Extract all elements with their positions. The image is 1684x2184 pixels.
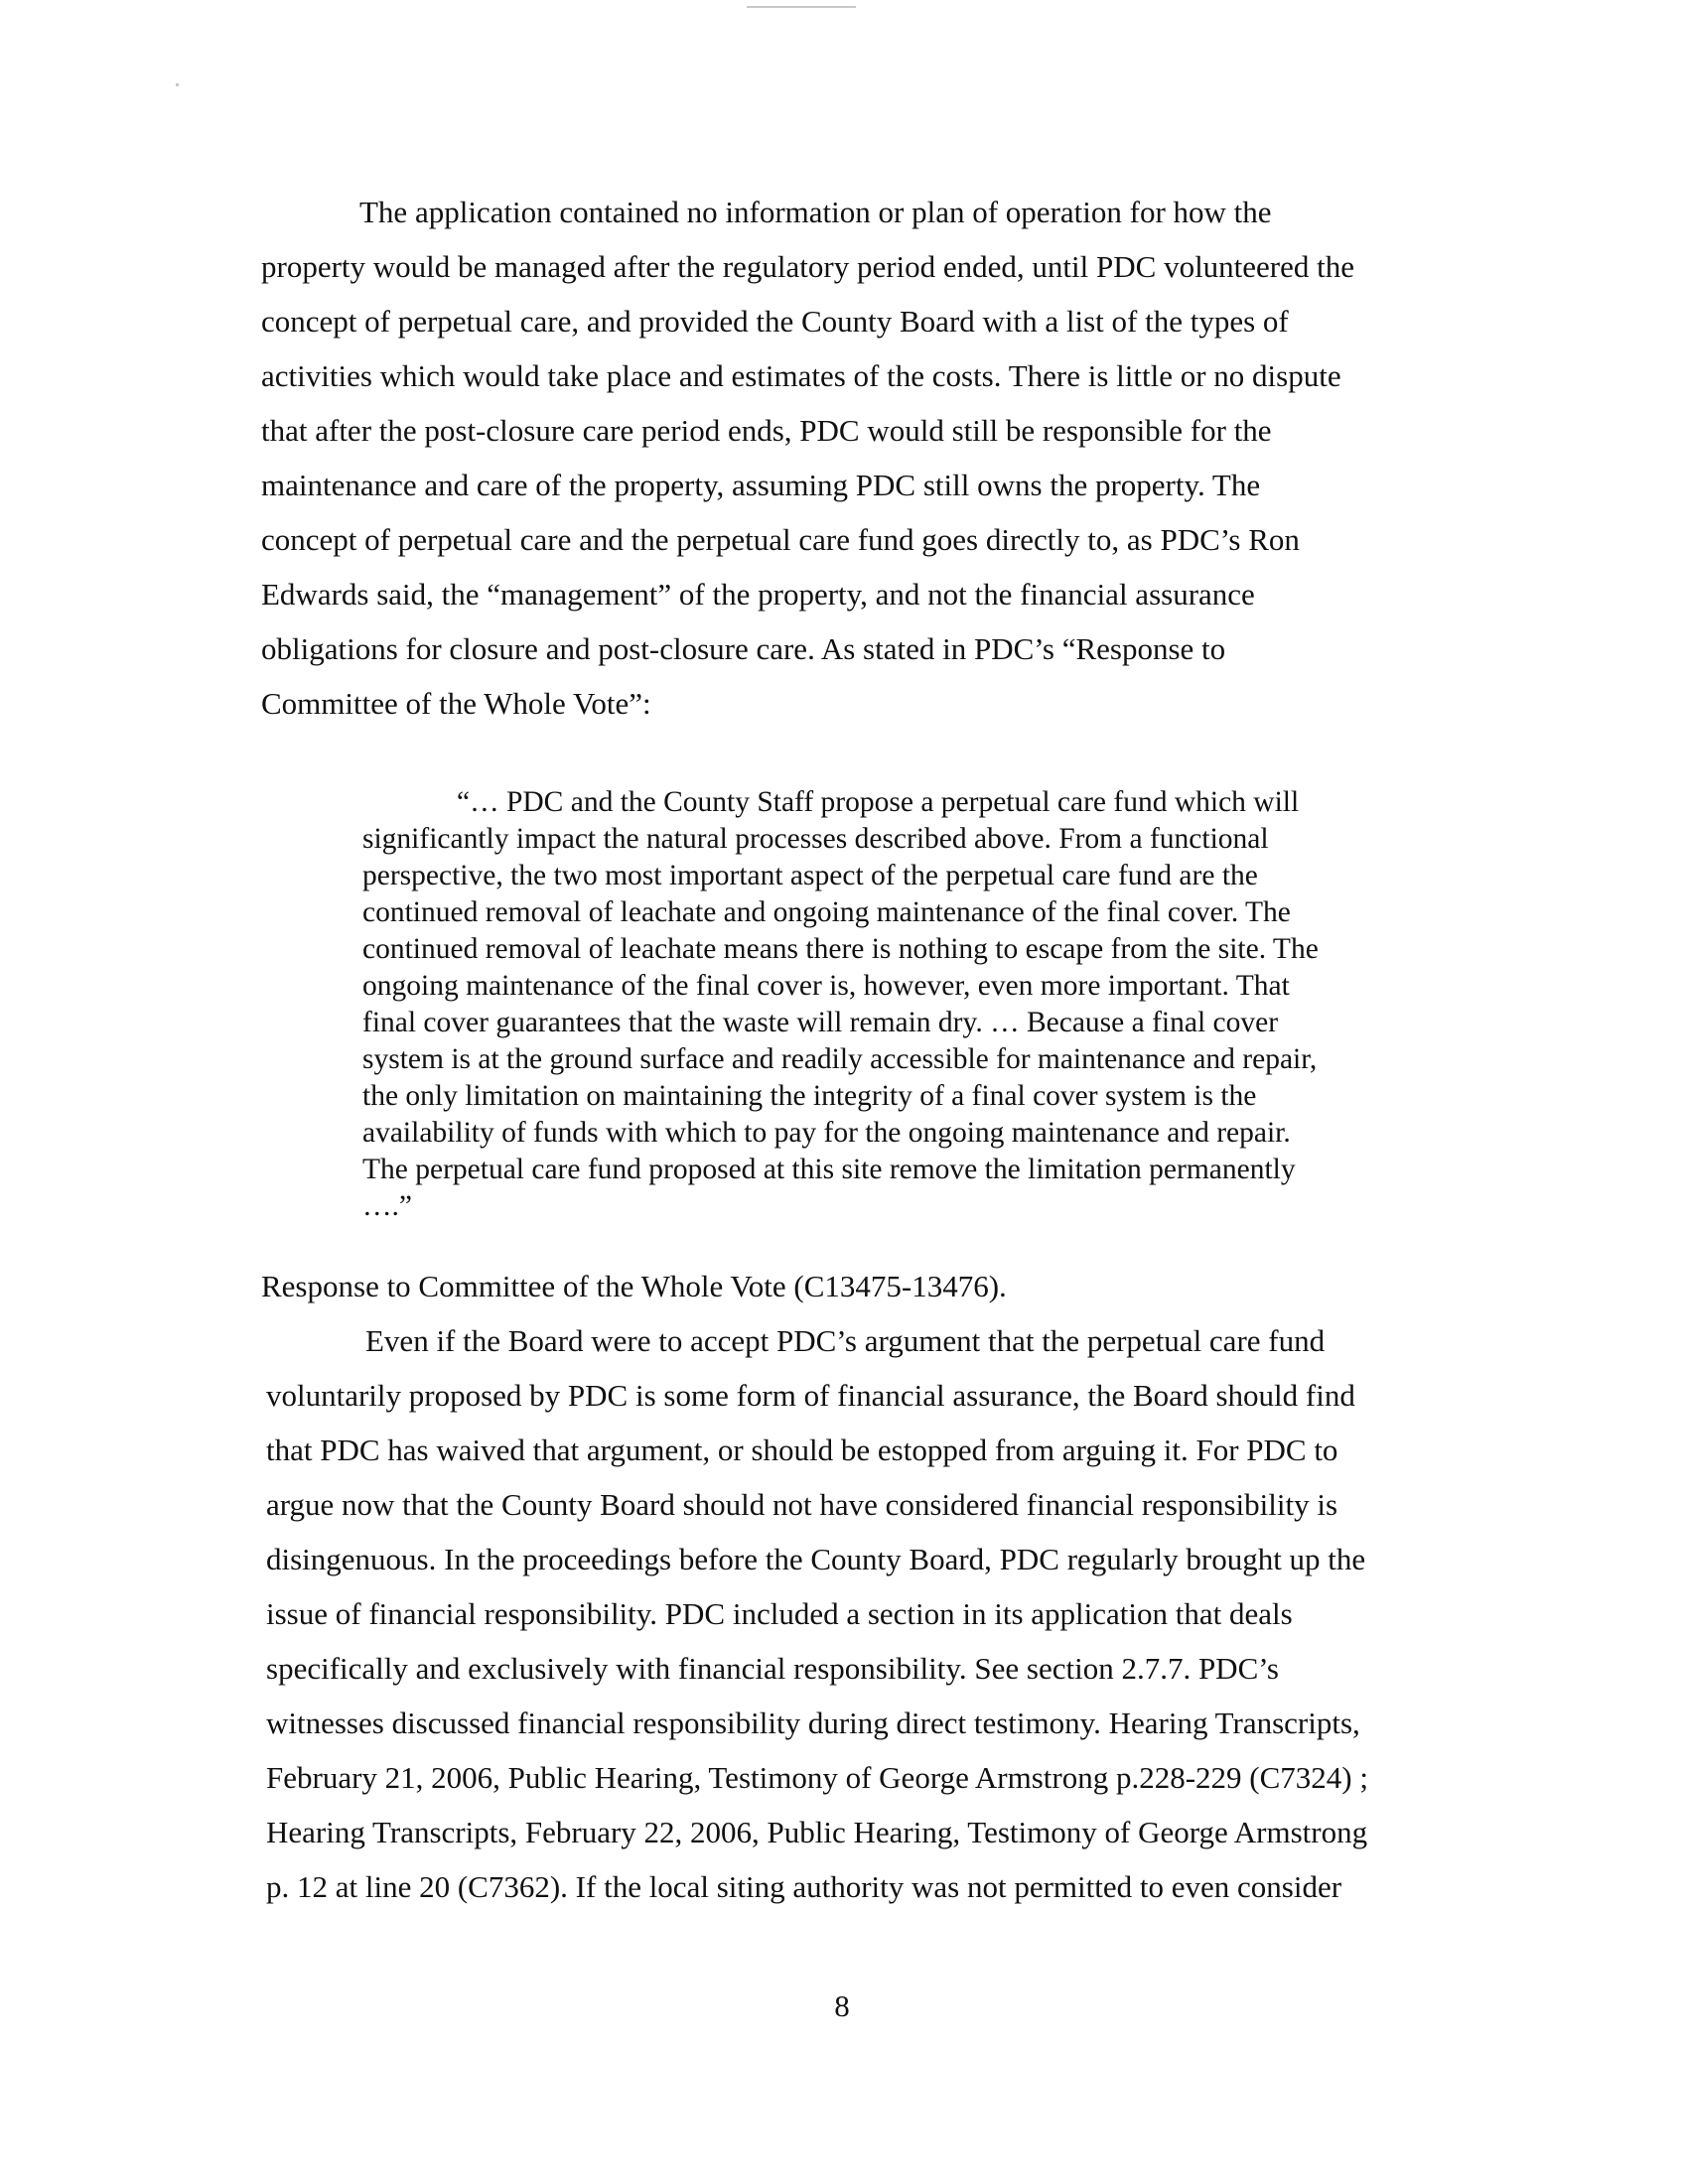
scan-artifact-left [176, 83, 179, 86]
paragraph-line: concept of perpetual care, and provided the County Board with a list of the types of [261, 304, 1289, 339]
paragraph-line: Even if the Board were to accept PDC’s argument that the perpetual care fund [365, 1323, 1326, 1358]
paragraph-line: issue of financial responsibility. PDC included a section in its application that deals [266, 1596, 1293, 1631]
paragraph-line: that after the post-closure care period ends, PDC would still be responsible for the [261, 413, 1272, 448]
paragraph-line: obligations for closure and post-closure care. As stated in PDC’s “Response to [261, 631, 1226, 666]
paragraph-line: February 21, 2006, Public Hearing, Testimony of George Armstrong p.228-229 (C7324) ; [266, 1760, 1368, 1795]
quote-line: availability of funds with which to pay for the ongoing maintenance and repair. [362, 1117, 1291, 1149]
paragraph-line: activities which would take place and estimates of the costs. There is little or no dispute [261, 358, 1341, 393]
paragraph-line: that PDC has waived that argument, or should be estopped from arguing it. For PDC to [266, 1433, 1338, 1467]
quote-line: ….” [362, 1190, 412, 1222]
quote-line: system is at the ground surface and readily accessible for maintenance and repair, [362, 1043, 1318, 1075]
quote-line: continued removal of leachate means there is nothing to escape from the site. The [362, 933, 1319, 965]
quote-line: “… PDC and the County Staff propose a perpetual care fund which will [457, 786, 1300, 818]
paragraph-line: Committee of the Whole Vote”: [261, 686, 651, 721]
quote-line: final cover guarantees that the waste will remain dry. … Because a final cover [362, 1007, 1279, 1038]
quote-line: the only limitation on maintaining the integrity of a final cover system is the [362, 1080, 1257, 1112]
quote-line: significantly impact the natural processes described above. From a functional [362, 823, 1269, 855]
paragraph-line: The application contained no information or plan of operation for how the [359, 195, 1272, 229]
paragraph-line: property would be managed after the regulatory period ended, until PDC volunteered the [261, 249, 1355, 284]
quote-citation: Response to Committee of the Whole Vote (C13475-13476). [261, 1269, 1007, 1303]
paragraph-line: argue now that the County Board should not have considered financial responsibility is [266, 1487, 1338, 1522]
quote-line: perspective, the two most important aspect of the perpetual care fund are the [362, 860, 1258, 891]
paragraph-line: Edwards said, the “management” of the property, and not the financial assurance [261, 577, 1255, 612]
quote-line: continued removal of leachate and ongoing maintenance of the final cover. The [362, 896, 1291, 928]
paragraph-line: concept of perpetual care and the perpetual care fund goes directly to, as PDC’s Ron [261, 522, 1300, 557]
scan-artifact-top [747, 6, 856, 8]
paragraph-line: witnesses discussed financial responsibility during direct testimony. Hearing Transcripts, [266, 1706, 1360, 1740]
paragraph-line: p. 12 at line 20 (C7362). If the local siting authority was not permitted to even consider [266, 1869, 1342, 1904]
paragraph-line: maintenance and care of the property, assuming PDC still owns the property. The [261, 468, 1261, 502]
paragraph-line: disingenuous. In the proceedings before the County Board, PDC regularly brought up the [266, 1542, 1366, 1576]
quote-line: The perpetual care fund proposed at this site remove the limitation permanently [362, 1154, 1296, 1185]
page-number: 8 [834, 1988, 850, 2023]
paragraph-line: voluntarily proposed by PDC is some form of financial assurance, the Board should find [266, 1378, 1355, 1413]
paragraph-line: specifically and exclusively with financial responsibility. See section 2.7.7. PDC’s [266, 1651, 1279, 1686]
paragraph-line: Hearing Transcripts, February 22, 2006, Public Hearing, Testimony of George Armstrong [266, 1815, 1368, 1849]
quote-line: ongoing maintenance of the final cover is, however, even more important. That [362, 970, 1290, 1002]
